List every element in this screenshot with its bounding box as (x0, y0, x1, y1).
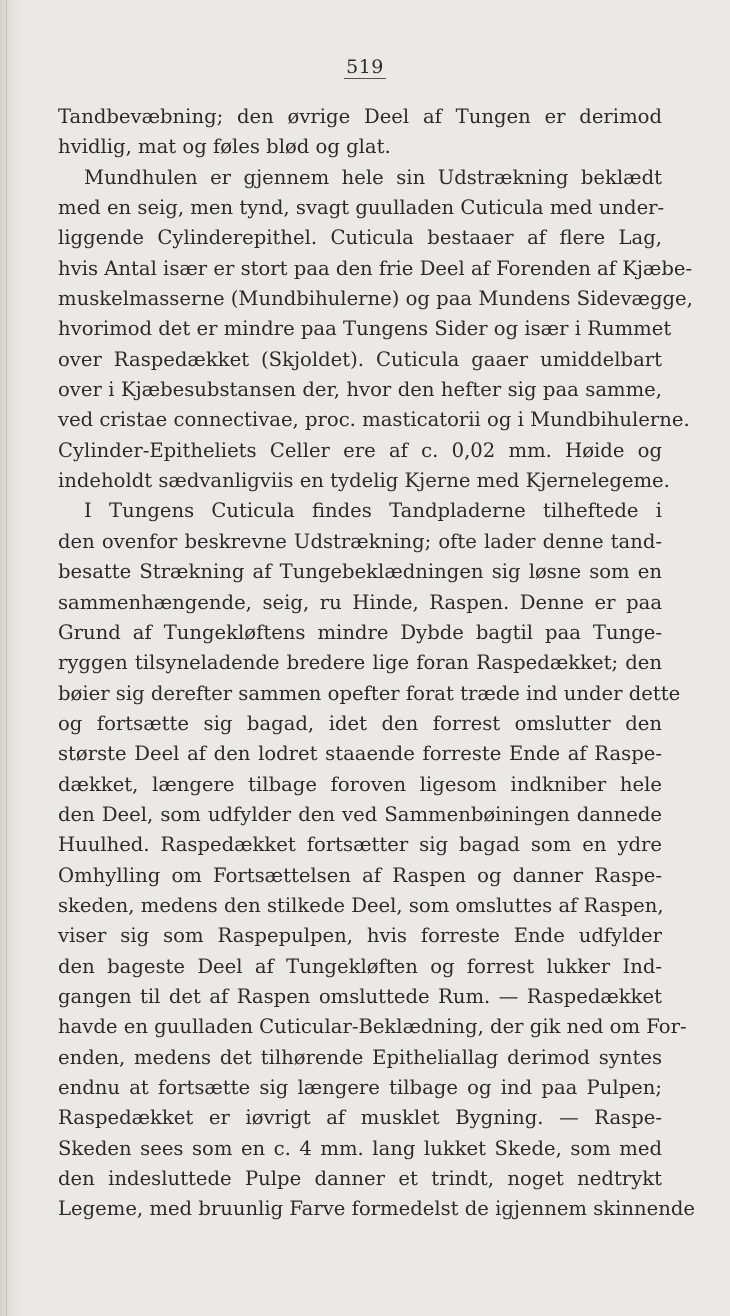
text-line: Huulhed. Raspedækket fortsætter sig bagad som en ydre (58, 833, 662, 857)
text-line: den indesluttede Pulpe danner et trindt, noget nedtrykt (58, 1167, 662, 1191)
text-line: Mundhulen er gjennem hele sin Udstrækning beklædt (84, 165, 662, 189)
text-line: Grund af Tungekløftens mindre Dybde bagtil paa Tunge- (58, 620, 662, 644)
text-line: over i Kjæbesubstansen der, hvor den hefter sig paa samme, (58, 378, 662, 402)
text-line: med en seig, men tynd, svagt guulladen Cuticula med under- (58, 196, 665, 220)
text-line: Raspedækket er iøvrigt af musklet Bygning. — Raspe- (58, 1106, 662, 1130)
text-line: liggende Cylinderepithel. Cuticula bestaaer af flere Lag, (58, 226, 662, 250)
text-line: hvidlig, mat og føles blød og glat. (58, 135, 391, 159)
text-line: hvis Antal især er stort paa den frie Deel af Forenden af Kjæbe- (58, 256, 693, 280)
text-line: Tandbevæbning; den øvrige Deel af Tungen er derimod (58, 105, 662, 128)
text-line: over Raspedækket (Skjoldet). Cuticula gaaer umiddelbart (58, 347, 662, 371)
text-line: Skeden sees som en c. 4 mm. lang lukket Skede, som med (58, 1136, 662, 1160)
text-line: besatte Strækning af Tungebeklædningen sig løsne som en (58, 560, 662, 584)
text-line: muskelmasserne (Mundbihulerne) og paa Mundens Sidevægge, (58, 287, 693, 311)
text-line: Cylinder-Epitheliets Celler ere af c. 0,02 mm. Høide og (58, 438, 662, 462)
text-line: indeholdt sædvanligviis en tydelig Kjerne med Kjernelegeme. (58, 469, 670, 493)
text-line: dækket, længere tilbage foroven ligesom indkniber hele (58, 772, 662, 796)
page-edge-shadow (0, 0, 22, 1316)
body-text (58, 102, 696, 1225)
text-line: skeden, medens den stilkede Deel, som omsluttes af Raspen, (58, 893, 664, 917)
text-line: viser sig som Raspepulpen, hvis forreste Ende udfylder (58, 924, 662, 948)
text-line: Legeme, med bruunlig Farve formedelst de igjennem skinnende (58, 1197, 696, 1221)
text-line: den Deel, som udfylder den ved Sammenbøiningen dannede (58, 802, 662, 826)
text-line: den bageste Deel af Tungekløften og forrest lukker Ind- (58, 954, 662, 978)
text-line: ved cristae connectivae, proc. masticatorii og i Mundbihulerne. (58, 408, 690, 432)
text-line: I Tungens Cuticula findes Tandpladerne tilheftede i (84, 499, 662, 523)
text-line: største Deel af den lodret staaende forreste Ende af Raspe- (58, 742, 662, 766)
text-line: hvorimod det er mindre paa Tungens Sider og især i Rummet (58, 317, 672, 341)
text-line: den ovenfor beskrevne Udstrækning; ofte lader denne tand- (58, 529, 662, 553)
page-number: 519 (346, 56, 384, 78)
text-line: ryggen tilsyneladende bredere lige foran Raspedækket; den (58, 651, 662, 675)
text-line: enden, medens det tilhørende Epitheliallag derimod syntes (58, 1045, 662, 1069)
text-line: havde en guulladen Cuticular-Beklædning, der gik ned om For- (58, 1015, 687, 1039)
text-line: endnu at fortsætte sig længere tilbage og ind paa Pulpen; (58, 1076, 662, 1099)
text-line: bøier sig derefter sammen opefter forat træde ind under dette (58, 681, 681, 705)
text-line: og fortsætte sig bagad, idet den forrest omslutter den (58, 711, 662, 735)
text-line: Omhylling om Fortsættelsen af Raspen og danner Raspe- (58, 863, 662, 887)
text-line: sammenhængende, seig, ru Hinde, Raspen. Denne er paa (58, 590, 662, 614)
text-line: gangen til det af Raspen omsluttede Rum. — Raspedækket (58, 984, 662, 1008)
